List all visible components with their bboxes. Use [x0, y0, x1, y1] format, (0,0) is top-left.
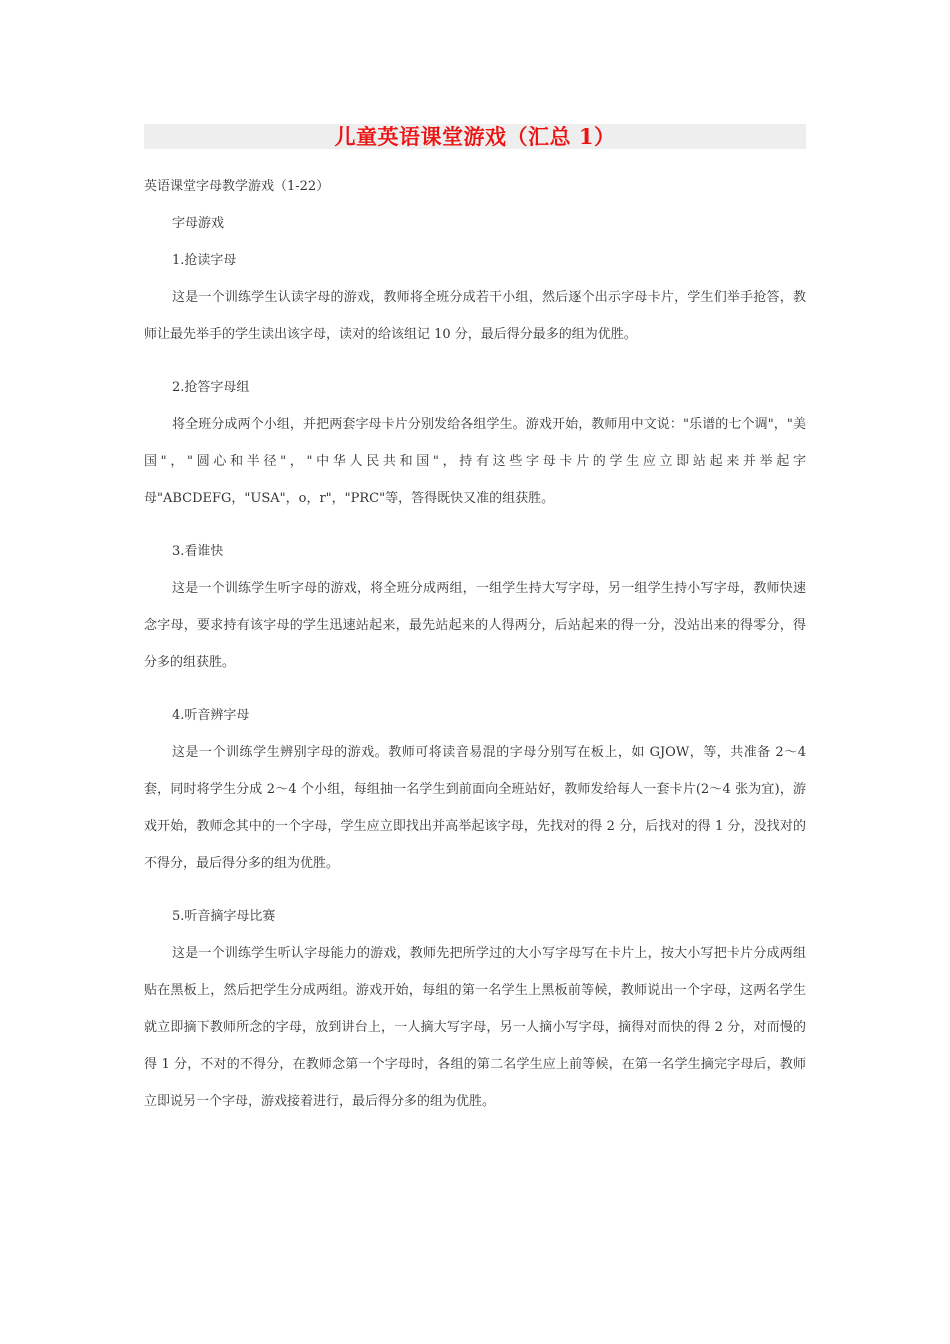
section-heading: 2.抢答字母组 — [172, 380, 250, 395]
section-paragraph: 这是一个训练学生听认字母能力的游戏，教师先把所学过的大小写字母写在卡片上，按大小写把卡片分成两组贴在黑板上，然后把学生分成两组。游戏开始，每组的第一名学生上黑板前等候，教师说出一个字母，这两名学生就立即摘下教师所念的字母，放到讲台上，一人摘大写字母，另一人摘小写字母，摘得对而快的得 2 分，对而慢的得 1 分，不对的不得分，在教师念第一个字母时，各组的第二名学生应上前等候，在第一名学生摘完字母后，教师立即说另一个字母，游戏接着进行，最后得分多的组为优胜。 — [144, 946, 806, 1109]
section-heading: 3.看谁快 — [172, 544, 224, 559]
category-heading: 字母游戏 — [172, 216, 225, 231]
intro-line: 英语课堂字母教学游戏（1-22） — [144, 179, 330, 194]
section-paragraph: 这是一个训练学生听字母的游戏，将全班分成两组，一组学生持大写字母，另一组学生持小写字母，教师快速念字母，要求持有该字母的学生迅速站起来，最先站起来的人得两分，后站起来的得一分，没站出来的得零分，得分多的组获胜。 — [144, 581, 806, 670]
section-paragraph: 将全班分成两个小组，并把两套字母卡片分别发给各组学生。游戏开始，教师用中文说："乐谱的七个调"，"美国"，"圆心和半径"，"中华人民共和国"，持有这些字母卡片的学生应立即站起来并举起字母"ABCDEFG，"USA"，o，r"，"PRC"等，答得既快又准的组获胜。 — [144, 417, 806, 506]
section-heading: 5.听音摘字母比赛 — [172, 909, 276, 924]
document-body — [144, 168, 806, 1120]
section-paragraph: 这是一个训练学生认读字母的游戏，教师将全班分成若干小组，然后逐个出示字母卡片，学生们举手抢答，教师让最先举手的学生读出该字母，读对的给该组记 10 分，最后得分最多的组为优胜。 — [144, 290, 806, 342]
title-bar — [144, 124, 806, 149]
document-title: 儿童英语课堂游戏（汇总 1） — [334, 124, 616, 149]
section-heading: 4.听音辨字母 — [172, 708, 250, 723]
section-paragraph: 这是一个训练学生辨别字母的游戏。教师可将读音易混的字母分别写在板上，如 GJOW，等，共准备 2～4 套，同时将学生分成 2～4 个小组，每组抽一名学生到前面向全班站好，教师发给每人一套卡片(2～4 张为宜)，游戏开始，教师念其中的一个字母，学生应立即找出并高举起该字母，先找对的得 2 分，后找对的得 1 分，没找对的不得分，最后得分多的组为优胜。 — [144, 745, 806, 871]
section-heading: 1.抢读字母 — [172, 253, 237, 268]
